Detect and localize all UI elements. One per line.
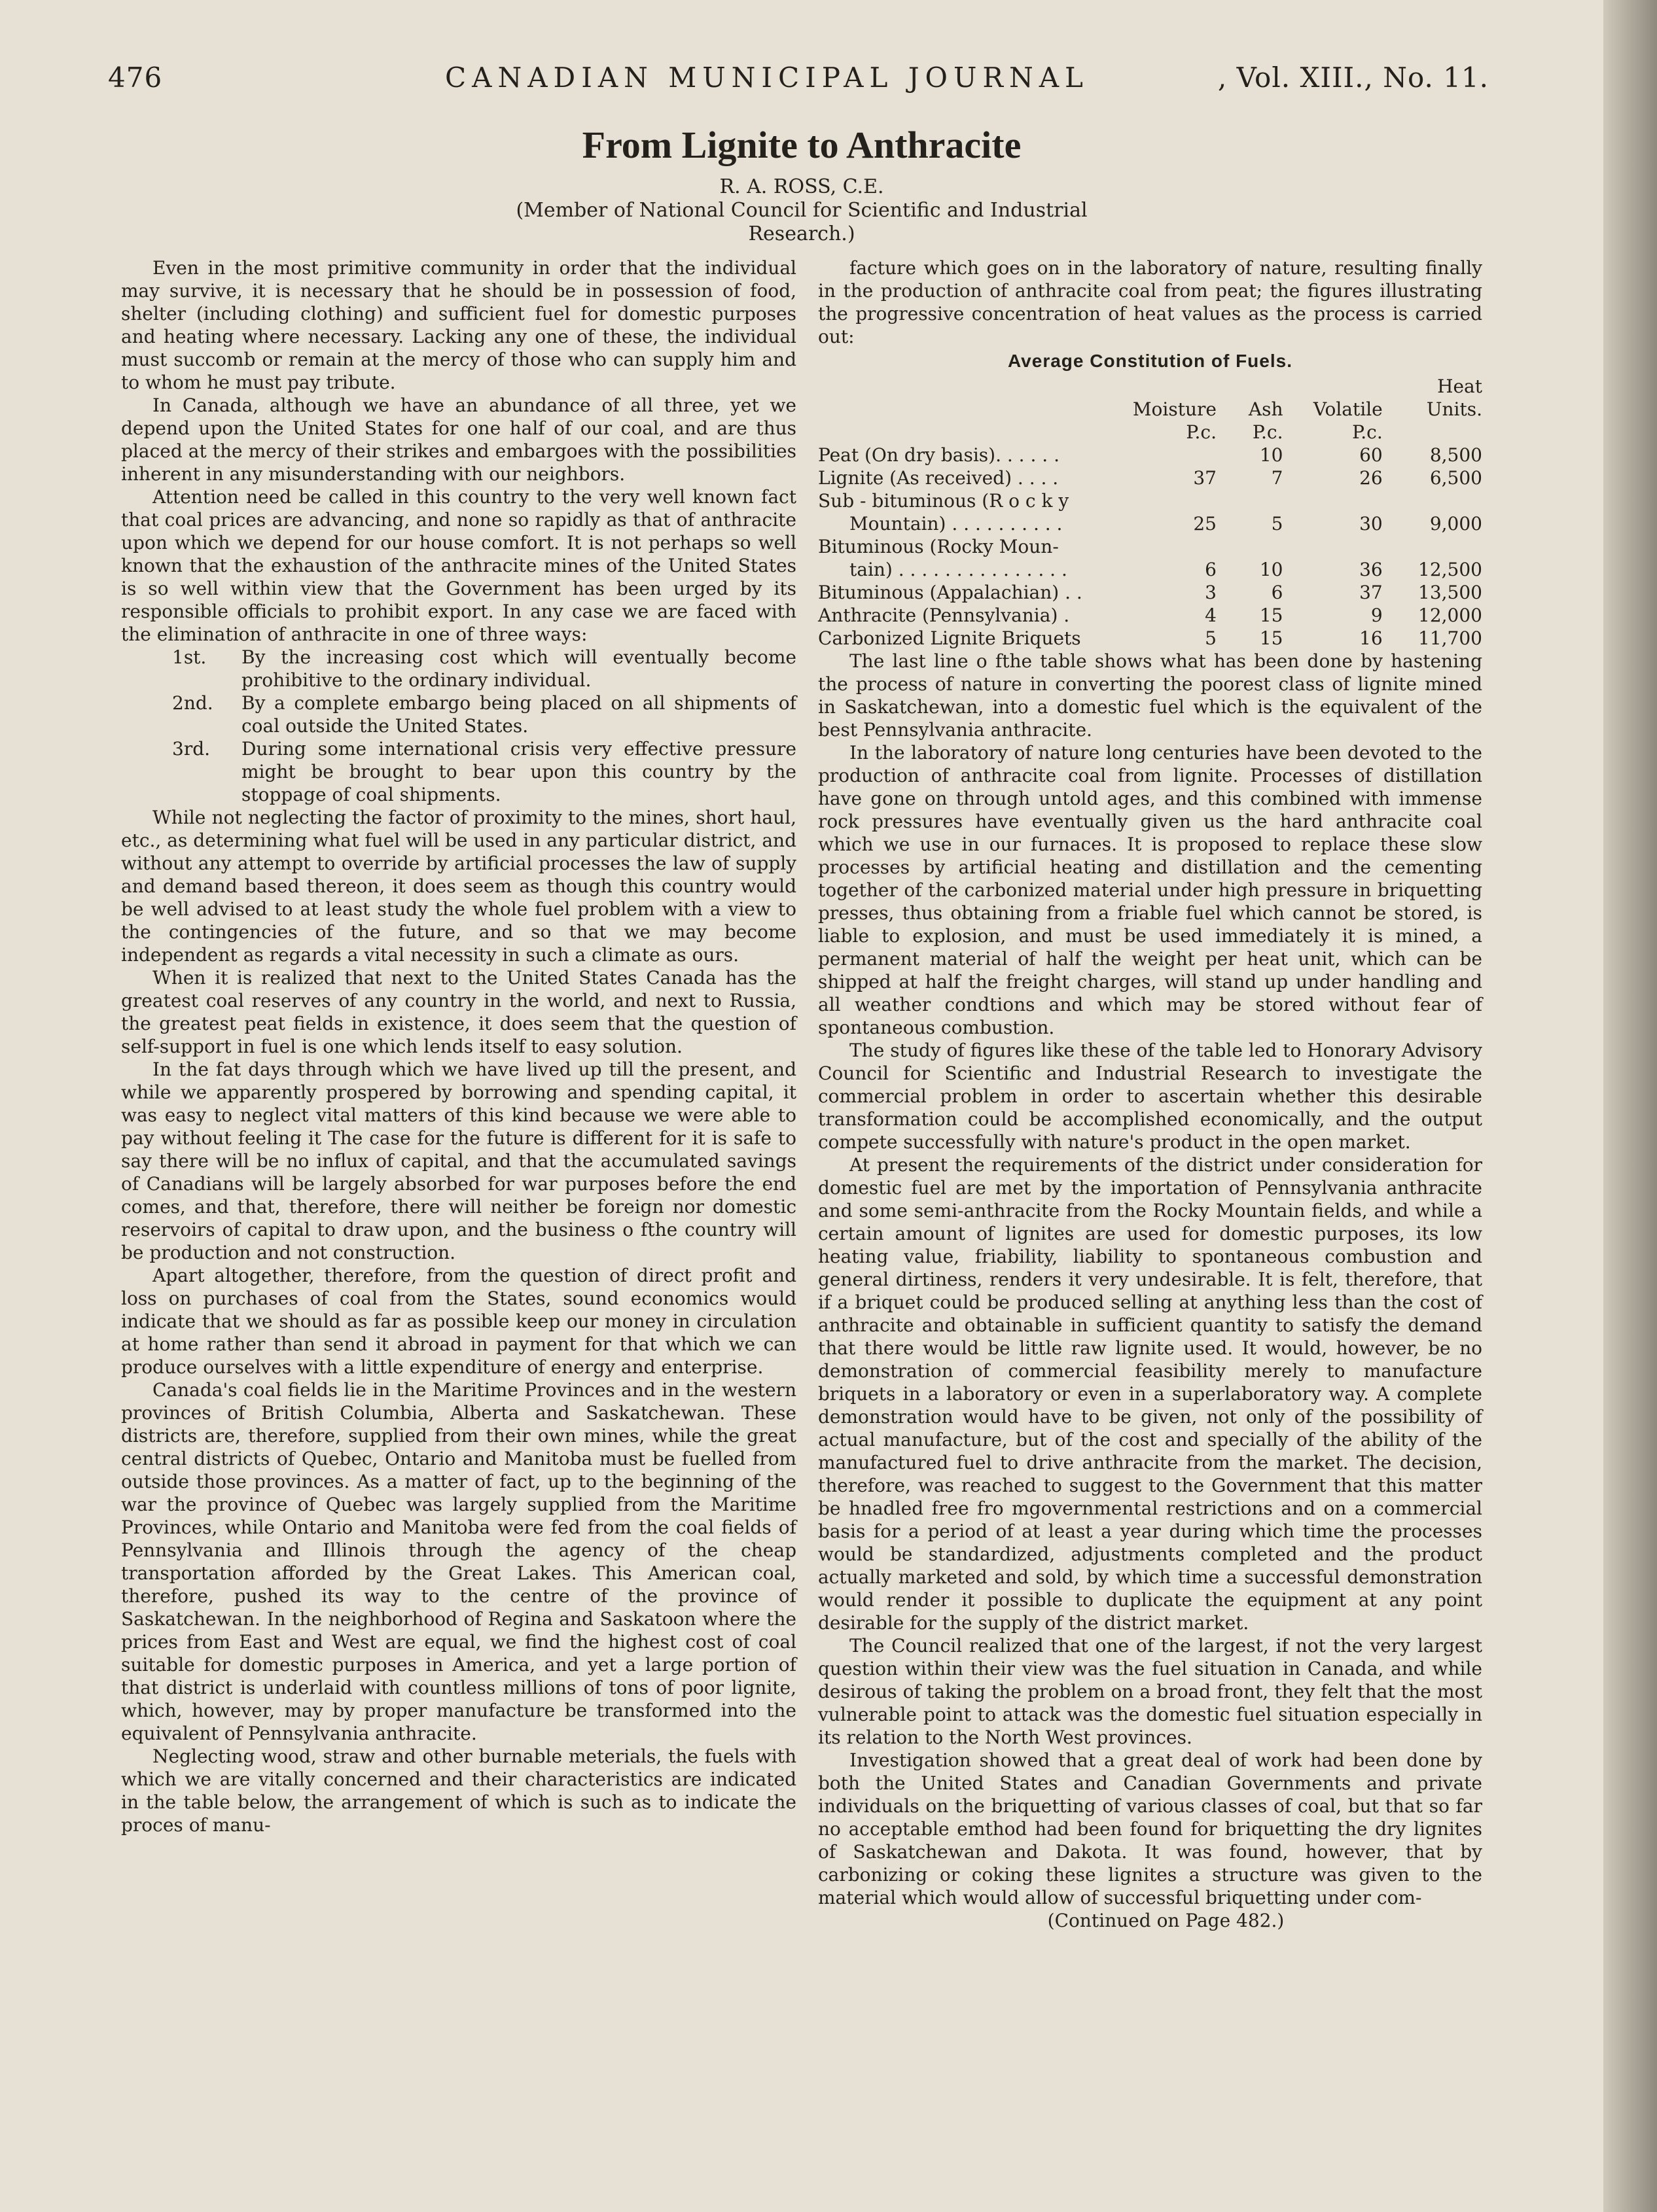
page-number: 476 <box>108 61 163 94</box>
header-pc: P.c. <box>1186 421 1217 443</box>
paragraph: Neglecting wood, straw and other burnable meterials, the fuels with which we are vitally concerned and their characteristics are indicated in the table below, the arrangement of which is such as to indicate the proces of manu- <box>121 1746 796 1836</box>
table-row <box>818 444 1482 466</box>
list-item <box>172 737 796 806</box>
fuel-name-line: Mountain) . . . . . . . . . . <box>849 513 1063 535</box>
paragraph: In the fat days through which we have lived up till the present, and while we apparently prospered by borrowing and spending capital, it was easy to neglect vital matters of this kind because we were able to pay without feeling it The case for the future is different for it is safe to say there will be no influx of capital, and that the accumulated savings of Canadians will be largely absorbed for war purposes before the end comes, and that, therefore, there will neither be foreign nor domestic reservoirs of capital to draw upon, and the business o fthe country will be production and not construction. <box>121 1059 796 1263</box>
moisture-cell: 5 <box>1205 627 1217 649</box>
journal-title: CANADIAN MUNICIPAL JOURNAL <box>445 61 1089 94</box>
list-number: 1st. <box>172 646 207 668</box>
paragraph: Attention need be called in this country to the very well known fact that coal prices are advancing, and none so rapidly as that of anthracite upon which we depend for our house comfort. It is not perhaps so well known that the exhaustion of the anthracite mines of the United States is so well within view that the Government has been urged by its responsible officials to prohibit export. In any case we are faced with the elimination of anthracite in one of three ways: <box>121 486 796 645</box>
fuel-name <box>818 535 1124 581</box>
right-column <box>818 256 1482 1932</box>
paragraph: facture which goes on in the laboratory of nature, resulting finally in the production of anthracite coal from peat; the figures illustrating the progressive concentration of heat values as the process is carried out: <box>818 257 1482 347</box>
moisture-cell: 25 <box>1193 513 1217 535</box>
fuel-name-line: Bituminous (Rocky Moun- <box>818 536 1059 557</box>
volatile-cell: 16 <box>1359 627 1383 649</box>
ash-cell: 7 <box>1271 467 1283 489</box>
fuel-name-line: Sub - bituminous (R o c k y <box>818 490 1069 512</box>
moisture-cell: 6 <box>1205 559 1217 580</box>
moisture-cell: 37 <box>1193 467 1217 489</box>
heat-cell: 6,500 <box>1429 467 1482 489</box>
heat-cell: 13,500 <box>1418 582 1482 603</box>
table-row <box>818 489 1482 535</box>
table-header-row <box>818 421 1482 444</box>
ash-cell: 5 <box>1271 513 1283 535</box>
paragraph: The Council realized that one of the largest, if not the very largest question within their view was the fuel situation in Canada, and while desirous of taking the problem on a broad front, they felt that the most vulnerable point to attack was the domestic fuel situation especially in its relation to the North West provinces. <box>818 1635 1482 1748</box>
list-text: During some international crisis very effective pressure might be brought to bear upon this country by the stoppage of coal shipments. <box>241 738 796 805</box>
table-row <box>818 581 1482 604</box>
byline <box>0 175 1603 246</box>
table-header-row <box>818 375 1482 398</box>
table-row <box>818 604 1482 627</box>
volatile-cell: 36 <box>1359 559 1383 580</box>
paragraph: Apart altogether, therefore, from the question of direct profit and loss on purchases of coal from the States, sound economics would indicate that we should as far as possible keep our money in circulation at home rather than send it abroad in payment for that which we can produce ourselves with a little expenditure of energy and enterprise. <box>121 1265 796 1378</box>
header-heat: Heat <box>1437 376 1482 397</box>
affiliation-line-2: Research.) <box>748 222 855 245</box>
table-header-row <box>818 398 1482 421</box>
ash-cell: 10 <box>1259 559 1283 580</box>
heat-cell: 9,000 <box>1429 513 1482 535</box>
page-edge <box>1603 0 1657 2212</box>
list-number: 3rd. <box>172 738 211 760</box>
header-units: Units. <box>1426 398 1482 420</box>
paragraph: Canada's coal fields lie in the Maritime Provinces and in the western provinces of British Columbia, Alberta and Saskatchewan. These districts are, therefore, supplied from their own mines, while the great central districts of Quebec, Ontario and Manitoba must be fuelled from outside those provinces. As a matter of fact, up to the beginning of the war the province of Quebec was largely supplied from the Maritime Provinces, while Ontario and Manitoba were fed from the coal fields of Pennsylvania and Illinois through the agency of the cheap transportation afforded by the Great Lakes. This American coal, therefore, pushed its way to the centre of the province of Saskatchewan. In the neighborhood of Regina and Saskatoon where the prices from East and West are equal, we find the highest cost of coal suitable for domestic purposes in America, and yet a large portion of that district is underlaid with countless millions of tons of poor lignite, which, however, may by proper manufacture be transformed into the equivalent of Pennsylvania anthracite. <box>121 1379 796 1744</box>
header-pc: P.c. <box>1352 421 1383 443</box>
paragraph: Investigation showed that a great deal of work had been done by both the United States and Canadian Governments and private individuals on the briquetting of various classes of coal, but that so far no acceptable emthod had been found for briquetting the dry lignites of Saskatchewan and Dakota. It was found, however, that by carbonizing or coking these lignites a structure was given to the material which would allow of successful briquetting under com- <box>818 1749 1482 1908</box>
table-title: Average Constitution of Fuels. <box>1008 351 1292 371</box>
fuel-name: Peat (On dry basis). . . . . . <box>818 444 1060 466</box>
paragraph: At present the requirements of the district under consideration for domestic fuel are met by the importation of Pennsylvania anthracite and some semi-anthracite from the Rocky Mountain fields, and while a certain amount of lignites are used for domestic purposes, its low heating value, friability, liability to spontaneous combustion and general dirtiness, renders it very undesirable. It is felt, therefore, that if a briquet could be produced selling at anything less than the cost of anthracite and obtainable in sufficient quantity to satisfy the demand that there would be little raw lignite used. It would, however, be no demonstration of commercial feasibility merely to manufacture briquets in a laboratory or even in a superlaboratory way. A complete demonstration would have to be given, not only of the possibility of actual manufacture, but of the cost and specially of the ability of the manufactured fuel to drive anthracite from the market. The decision, therefore, was reached to suggest to the Government that this matter be hnadled free fro mgovernmental restrictions and on a commercial basis for a period of at least a year during which time the processes would be standardized, adjustments completed and the product actually marketed and sold, by which time a successful demonstration would render it possible to duplicate the equipment at any point desirable for the supply of the district market. <box>818 1154 1482 1634</box>
heat-cell: 8,500 <box>1429 444 1482 466</box>
fuel-name: Bituminous (Appalachian) . . <box>818 582 1082 603</box>
left-column <box>121 256 796 1836</box>
continued-note: (Continued on Page 482.) <box>1047 1910 1285 1931</box>
author: R. A. ROSS, C.E. <box>719 175 884 198</box>
list-item <box>172 692 796 737</box>
header-ash: Ash <box>1248 398 1283 420</box>
header-volatile: Volatile <box>1313 398 1383 420</box>
header-moisture: Moisture <box>1132 398 1217 420</box>
paragraph: Even in the most primitive community in order that the individual may survive, it is necessary that he should be in possession of food, shelter (including clothing) and sufficient fuel for domestic purposes and heating where necessary. Lacking any one of these, the individual must succomb or remain at the mercy of those who can supply him and to whom he must pay tribute. <box>121 257 796 393</box>
list-number: 2nd. <box>172 692 213 714</box>
paragraph: In Canada, although we have an abundance of all three, yet we depend upon the United States for one half of our coal, and are thus placed at the mercy of their strikes and embargoes with the possibilities inherent in any misunderstanding with our neighbors. <box>121 395 796 485</box>
fuel-name: Carbonized Lignite Briquets <box>818 627 1081 649</box>
volatile-cell: 60 <box>1359 444 1383 466</box>
article-title: From Lignite to Anthracite <box>582 124 1022 166</box>
volatile-cell: 37 <box>1359 582 1383 603</box>
moisture-cell: 3 <box>1205 582 1217 603</box>
running-head <box>108 58 1489 103</box>
volatile-cell: 30 <box>1359 513 1383 535</box>
paragraph: While not neglecting the factor of proximity to the mines, short haul, etc., as determining what fuel will be used in any particular district, and without any attempt to override by artificial processes the law of supply and demand based thereon, it does seem as though this country would be well advised to at least study the whole fuel problem with a view to the contingencies of the future, and so that we may become independent as regards a vital necessity in such a climate as ours. <box>121 807 796 966</box>
table-row <box>818 535 1482 581</box>
paragraph: When it is realized that next to the United States Canada has the greatest coal reserves of any country in the world, and next to Russia, the greatest peat fields in existence, it does seem that the question of self-support in fuel is one which lends itself to easy solution. <box>121 967 796 1057</box>
affiliation-line-1: (Member of National Council for Scientific and Industrial <box>516 199 1088 222</box>
fuel-name: Lignite (As received) . . . . <box>818 467 1059 489</box>
volatile-cell: 26 <box>1359 467 1383 489</box>
moisture-cell <box>1124 444 1217 466</box>
fuel-name-line: tain) . . . . . . . . . . . . . . . <box>849 559 1067 580</box>
header-pc: P.c. <box>1252 421 1283 443</box>
paragraph: The study of figures like these of the table led to Honorary Advisory Council for Scientific and Industrial Research to investigate the commercial problem in order to ascertain whether this desirable transformation could be accomplished economically, and the output compete successfully with nature's product in the open market. <box>818 1040 1482 1153</box>
paragraph: The last line o fthe table shows what has been done by hastening the process of nature in converting the poorest class of lignite mined in Saskatchewan, into a domestic fuel which is the equivalent of the best Pennsylvania anthracite. <box>818 650 1482 741</box>
paragraph: In the laboratory of nature long centuries have been devoted to the production of anthracite coal from lignite. Processes of distillation have gone on through untold ages, and this combined with immense rock pressures have eventually given us the hard anthracite coal which we use in our furnaces. It is proposed to replace these slow processes by artificial heating and distillation and the cementing together of the carbonized material under high pressure in briquetting presses, thus obtaining from a friable fuel which cannot be stored, is liable to explosion, and must be used immediately it is mined, a permanent material of half the weight per heat unit, which can be shipped at half the freight charges, will stand up under handling and all weather condtions and which may be stored without fear of spontaneous combustion. <box>818 742 1482 1038</box>
ash-cell: 15 <box>1259 605 1283 626</box>
fuel-table <box>818 375 1482 650</box>
fuel-name: Anthracite (Pennsylvania) . <box>818 605 1070 626</box>
ash-cell: 10 <box>1259 444 1283 466</box>
volatile-cell: 9 <box>1370 605 1383 626</box>
fuel-name <box>818 489 1124 535</box>
list-item <box>172 646 796 692</box>
heat-cell: 11,700 <box>1418 627 1482 649</box>
list-text: By a complete embargo being placed on all shipments of coal outside the United States. <box>241 692 796 737</box>
table-row <box>818 466 1482 489</box>
ash-cell: 15 <box>1259 627 1283 649</box>
heat-cell: 12,500 <box>1418 559 1482 580</box>
moisture-cell: 4 <box>1205 605 1217 626</box>
ash-cell: 6 <box>1271 582 1283 603</box>
list-text: By the increasing cost which will eventually become prohibitive to the ordinary individual. <box>241 646 796 691</box>
heat-cell: 12,000 <box>1418 605 1482 626</box>
volume-number: , Vol. XIII., No. 11. <box>1217 61 1489 94</box>
table-row <box>818 627 1482 650</box>
threat-list <box>121 646 796 806</box>
